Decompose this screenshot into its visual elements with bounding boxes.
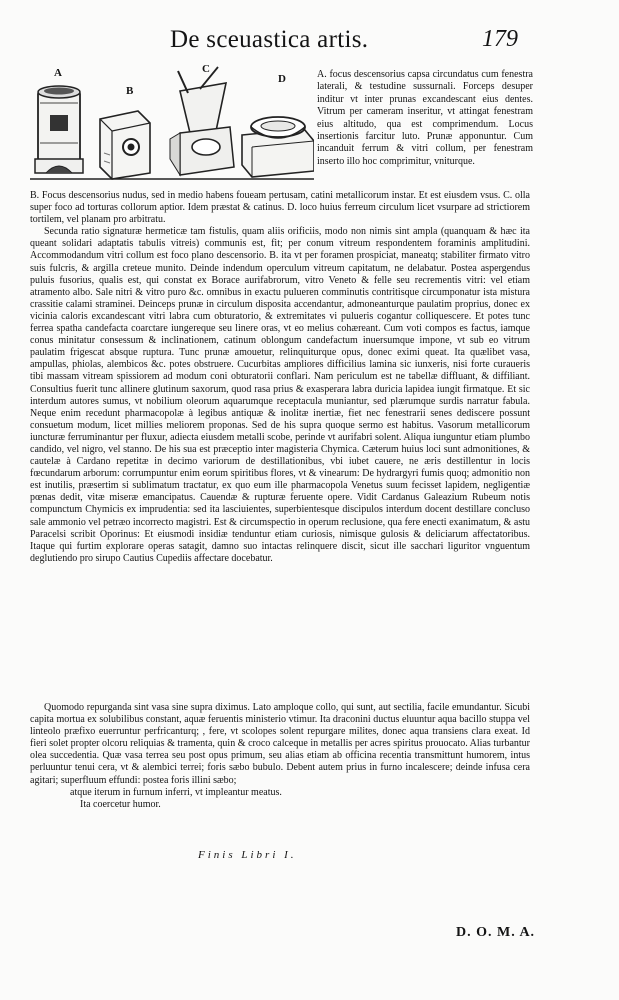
- furnace-a-drawing: [35, 86, 83, 173]
- apparatus-illustration: [30, 63, 314, 187]
- closing-section: [30, 702, 530, 811]
- olla-c-drawing: [170, 67, 234, 175]
- figure-label-a: A: [54, 67, 62, 79]
- closing-line: Ita coercetur humor.: [80, 798, 161, 810]
- paragraph: Secunda ratio signaturæ hermeticæ tam fistulis, quam aliis orificiis, modo non nimis sint ampla (quanquam & hæc ita queant solidari adaptatis tabulis vitreis) communis est, fit; per conum vitreum respondentem foraminis amplitudini. Accommodandum vitri collum est foco plano descensorio. B. ita vt per foramen prospiciat, maneatq; stabiliter firmato vitro suis fulcris, & argilla creteue munito. Deinde indendum operculum vitreum capitatum, ne delabatur. Postea aspergendus puluis fusorius, qualis est, qui constat ex Borace aurifabrorum, vitro Veneto & felle seu recrementis vitri: vel etiam atramento albo. Sale nitri & vitro puro &c. omnibus in exactu pulueren comminutis contritisque circumponatur ista mistura crassitie calami straminei. Deinceps prunæ in circulum disposita accendantur, admoneanturque paulatim proprius, donec ex vicinia caloris excandescant vitri labra cum obturatorio, & extremitates vi pulueris cogantur colliquescere. Et potes tunc ferrea spatha candefacta coarctare iungereque seu linere oras, vt eo melius cohæreant. Cum voti compos es factus, iamque conus minitatur consessum & inclinationem, catinum oblongum candefactum inuersumque impone, vt sub eo vitrum paulatim frigescat absque ruptura. Tunc prunæ amouetur, relinquiturque opus, donec eximi queat. Ita quælibet vasa, ampullas, phiolas, alembicos &c. potes obstruere. Cucurbitas ampliores difficilius lamina sic iunxeris, nisi forte curaueris tibi massam vitream spissiorem ad modum coni obturatorii conflari. Nam periculum est ne tabellæ diffluant, & diffiliant. Consultius fuerit tunc allinere glutinum saxorum, quod rasa prius & exasperara labra duricia lapidea iungit firmatque. Et sic interdum autores sumus, vt nobilium oleorum aquarumque receptacula muniantur, sed plærumque surdis narratur fabula. Neque enim recedunt pharmacopolæ à legibus antiquæ & inolitæ inertiæ, fiet nec fenestrarii senes dediscere possunt consuetum modum, licet millies meliorem proponas. Sed de his supra quoque sermo est habitus. Vasorum metallicorum iuncturæ ferruminantur per fluxur, adiecta eiusdem metalli scobe, perinde vt aurifabri solent. Aliqua iunguntur etiam plumbo candido, vel nigro, vel stanno. De his sua est præceptio inter magisteria Chymica. Cæterum huius loci sunt admonitiones, & cautelæ à Cardano repetitæ in decimo variorum de destillationibus, vbi iubet cauere, ne æris destillentur in locis fœcundarum arborum: corrumpuntur enim eorum spiritibus flores, vt & vinearum: De hydrargyri fumis quoq; admonitio non est inutilis, præsertim si sublimatum tractatur, ex quo eum ille pharmacopola Venetus suum fecisset lapidem, negligentiæ pœnas dedit, vitæ miseræ emancipatus. Cauendæ & rupturæ feruente opere. Vidit Cardanus Galeazium Rubeum notis compunctum Chymicis ex imprudentia: sed ita lasciuientes, superbientesque discipulos interdum docent destillare concluso sale ammonio vel petræo incorrecto magistri. Est & circumspectio in operum reclusione, qua fere enecti exanimatum, & astu Paracelsi scribit Oporinus: Et eiusmodi insidiæ tenduntur etiam curiosis, nimisque gulosis & deliciarum affectatoribus. Itaque qui furtim explorare operas satagit, damno suo intactas relinquere discit, sicut ille sacchari liguritor vnguentum deglutiendo pro sirupo Cautius Cupediis affectare docebatur.: [30, 226, 530, 564]
- dom-signature: D. O. M. A.: [456, 925, 536, 940]
- closing-paragraph: Quomodo repurganda sint vasa sine supra diximus. Lato amploque collo, qui sunt, aut sectilia, facile emundantur. Sicubi capita mortua ex solubilibus constant, aquæ feruentis ministerio vtimur. Ita draconini ductus eluuntur aqua bacillo stuppa vel linteolo præfixo euerruntur perfricanturq; , fere, vt scolopes solent repurgare milites, donec aqua transiens clara exeat. Id fieri solet propter olcoru reliquias & tramenta, quin & croco calceque in metallis per acres spiritus prouocato. Alias turbantur olea succedentia. Quæ vasa terrea seu post opus primum, seu alias etiam ab officina recentia transmittunt humorem, intus perluuntur tenui cera, vt & alembici terrei; foris sæbo bubulo. Debent autem prius in furno incalescere; deinde infusa cera agitari; superfluum effundi: postea foris illini sæbo;: [30, 702, 530, 786]
- figure-label-d: D: [278, 73, 286, 85]
- figure-caption-text: A. focus descensorius capsa circundatus cum fenestra laterali, & testudine sussurnali. Forceps desuper inditur vt inter prunas excandescant eius dentes. Vitrum per cameram inseritur, vt attingat fenestram eius altitudo, qua est comprimendum. Locus insertionis farcitur luto. Prunæ apponuntur. Cum incanduit ferrum & vitri collum, per fenestram inserto illo hoc comprimitur, vniturque.: [317, 69, 533, 167]
- focus-b-drawing: [100, 111, 150, 179]
- figure-label-b: B: [126, 85, 134, 97]
- catinus-d-drawing: [242, 117, 314, 177]
- paragraph: B. Focus descensorius nudus, sed in medio habens foueam pertusam, catini metallicorum instar. Et est eiusdem vsus. C. olla super foco ad torturas collorum aptior. Idem præstat & catinus. D. loco huius ferreum circulum licet vsurpare ad strictiorem tortilem, vel planam pro arbitratu.: [30, 190, 530, 226]
- figure-label-c: C: [202, 63, 210, 75]
- finis-libri-line: Finis Libri I.: [198, 849, 297, 861]
- page-header-title: De sceuastica artis.: [170, 26, 369, 53]
- page-number: 179: [482, 26, 518, 52]
- apparatus-woodcut-figure: [30, 63, 314, 187]
- main-text-body: [30, 190, 530, 565]
- closing-line: atque iterum in furnum inferri, vt impleantur meatus.: [70, 786, 282, 798]
